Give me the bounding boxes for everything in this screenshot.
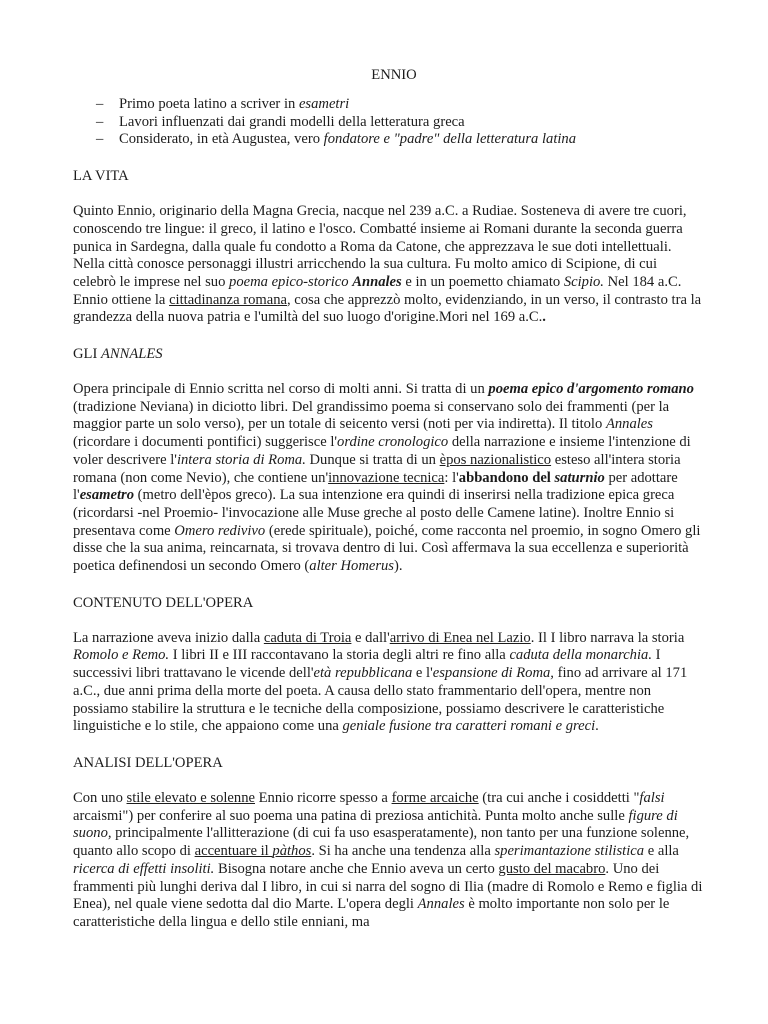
text-run: cittadinanza romana — [169, 291, 287, 308]
text-run: Considerato, in età Augustea, vero — [119, 131, 324, 148]
text-run: Dunque si tratta di un — [305, 451, 440, 468]
text-run: età repubblicana — [313, 665, 413, 682]
text-run: e alla — [644, 843, 679, 860]
text-run: arrivo di Enea nel Lazio — [389, 629, 531, 646]
section-paragraph-la-vita — [73, 203, 703, 327]
text-run: è molto importante non solo per le caratteristiche della lingua e dello stile enniani, ma — [73, 896, 670, 930]
text-run: ). — [394, 558, 403, 575]
text-run: CONTENUTO DELL'OPERA — [73, 594, 254, 611]
section-heading-annales — [73, 345, 703, 363]
text-run: per adottare l' — [73, 469, 678, 504]
text-run: ANNALES — [100, 346, 163, 363]
text-run: caduta della monarchia. — [509, 647, 652, 664]
document-title: ENNIO — [371, 67, 417, 83]
text-run: ricerca di effetti insoliti. — [73, 860, 215, 877]
text-run: poema epico-storico — [229, 273, 353, 290]
document-page — [73, 66, 703, 950]
text-run: fino ad arrivare al 171 a.C., due anni prima della morte del poeta. A causa dello stato frammentario dell'opera, mentre non possiamo stabilire la struttura e le tecniche della composizione, possiamo descrivere le caratteristiche linguistiche e lo stile, che appaiono come una — [73, 665, 688, 735]
text-run: Bisogna notare anche che Ennio aveva un certo — [214, 860, 499, 877]
text-run: ANALISI DELL'OPERA — [73, 754, 223, 771]
text-run: "padre" della letteratura latina — [393, 131, 577, 148]
text-run: e dall' — [351, 629, 390, 646]
text-run: Scipio. — [563, 273, 604, 290]
text-run: arcaismi") per conferire al suo poema una patina di preziosa antichità. Punta molto anche sulle — [73, 807, 629, 824]
text-run: forme arcaiche — [391, 789, 479, 806]
text-run: . Si ha anche una tendenza alla — [311, 843, 495, 860]
text-run: Opera principale di Ennio scritta nel corso di molti anni. Si tratta di un — [73, 381, 489, 398]
text-run: I successivi libri trattavano le vicende dell' — [73, 647, 661, 682]
text-run: (tradizione Neviana) in diciotto libri. Del grandissimo poema si conservano solo dei frammenti (per la maggior parte un solo verso), per un totale di seicento versi (noti per via indiretta). Il titolo — [73, 398, 670, 433]
text-run: pàthos — [272, 843, 312, 860]
text-run: (tra cui anche i cosiddetti " — [478, 789, 640, 806]
text-run: esteso all'intera storia romana (non come Nevio), che contiene un' — [73, 451, 681, 486]
text-run: esametri — [298, 96, 350, 112]
text-run: sperimantazione stilistica — [494, 843, 645, 860]
text-run: e in un poemetto chiamato — [401, 273, 564, 290]
section-paragraph-contenuto — [73, 630, 703, 736]
text-run: caduta di Troia — [263, 629, 352, 646]
text-run: èpos nazionalistico — [439, 451, 552, 468]
section-paragraph-analisi — [73, 790, 703, 932]
text-run: della narrazione e insieme l'intenzione di voler descrivere l' — [73, 434, 691, 468]
summary-item — [73, 96, 703, 114]
text-run: (erede spirituale), poiché, come racconta nel proemio, in sogno Omero gli disse che la sua anima, reincarnata, si trovava dentro di lui. Così affermava la sua eccellenza e superiorità poetica definendosi un secondo Omero ( — [73, 522, 701, 575]
text-run: intera storia di Roma. — [176, 451, 306, 468]
text-run: . Il I libro narrava la storia — [530, 629, 685, 646]
text-run: (ricordare i documenti pontifici) suggerisce l' — [73, 434, 338, 451]
section-heading-contenuto — [73, 594, 703, 612]
text-run: Romolo e Remo. — [73, 647, 170, 664]
text-run: Lavori influenzati dai grandi modelli della letteratura greca — [119, 113, 465, 130]
text-run: . Uno dei frammenti più lunghi deriva dal I libro, in cui si narra del sogno di Ilia (madre di Romolo e Remo e figlia di Enea), nel quale viene sedotta dal dio Marte. L'opera degli — [73, 860, 703, 913]
text-run: poema epico d'argomento romano — [488, 381, 694, 398]
text-run: abbandono del — [458, 469, 555, 486]
text-run: fondatore e — [323, 131, 394, 148]
text-run: Quinto Ennio, originario della Magna Grecia, nacque nel 239 a.C. a Rudiae. Sosteneva di avere tre cuori, conoscendo tre lingue: il greco, il latino e l'osco. Combatté insieme ai Romani durante la seconda guerra punica in Sardegna, dalla quale fu condotto a Roma da Catone, che apprezzava le sue doti intellettuali. Nella città conosce personaggi illustri arricchendo la sua cultura. Fu molto amico di Scipione, di cui celebrò le imprese nel suo — [73, 203, 687, 290]
text-run: alter Homerus — [309, 558, 394, 575]
text-run: . — [542, 309, 546, 326]
text-run: (metro dell'èpos greco). La sua intenzione era quindi di inserirsi nella tradizione epica greca (ricordarsi -nel Proemio- l'invocazione alle Muse greche al posto delle Camene latine). Inoltre Ennio si presentava come — [73, 487, 675, 539]
text-run: figure di suono, — [73, 807, 678, 842]
text-run: Primo poeta latino a scriver in — [119, 96, 299, 112]
text-run: e l' — [412, 665, 433, 682]
text-run: Con uno — [73, 789, 127, 806]
text-run: La narrazione aveva inizio dalla — [73, 629, 264, 646]
text-run: LA VITA — [73, 168, 129, 185]
summary-item — [73, 114, 703, 132]
text-run: esametro — [79, 487, 135, 504]
text-run: Annales — [417, 896, 465, 913]
text-run: accentuare il — [194, 843, 273, 860]
text-run: : l' — [444, 469, 459, 486]
text-run: , cosa che apprezzò molto, evidenziando, in un verso, il contrasto tra la grandezza della nuova patria e l'umiltà del suo luogo d'origine.Mori nel 169 a.C. — [73, 291, 702, 326]
text-run: espansione di Roma, — [432, 665, 554, 682]
text-run: stile elevato e solenne — [126, 789, 255, 806]
text-run: geniale fusione tra caratteri romani e greci — [342, 718, 596, 735]
section-heading-analisi — [73, 754, 703, 772]
text-run: ordine cronologico — [337, 434, 449, 451]
text-run: . — [595, 718, 599, 735]
text-run: Nel 184 a.C. Ennio ottiene la — [73, 273, 682, 308]
text-run: innovazione tecnica — [328, 469, 445, 486]
text-run: GLI — [73, 346, 101, 363]
text-run: Ennio ricorre spesso a — [254, 789, 392, 806]
text-run: principalmente l'allitterazione (di cui fa uso esasperatamente), non tanto per una funzione solenne, quanto allo scopo di — [73, 825, 690, 860]
section-paragraph-annales — [73, 381, 703, 576]
text-run: Annales — [605, 416, 653, 433]
text-run: saturnio — [554, 469, 605, 486]
text-run: Omero redivivo — [174, 522, 266, 539]
section-heading-la-vita — [73, 167, 703, 185]
text-run: falsi — [639, 789, 665, 806]
text-run: gusto del macabro — [498, 860, 606, 877]
summary-list — [73, 96, 703, 149]
text-run: Annales — [352, 273, 402, 290]
text-run: I libri II e III raccontavano la storia degli altri re fino alla — [169, 647, 510, 664]
summary-item — [73, 131, 703, 149]
